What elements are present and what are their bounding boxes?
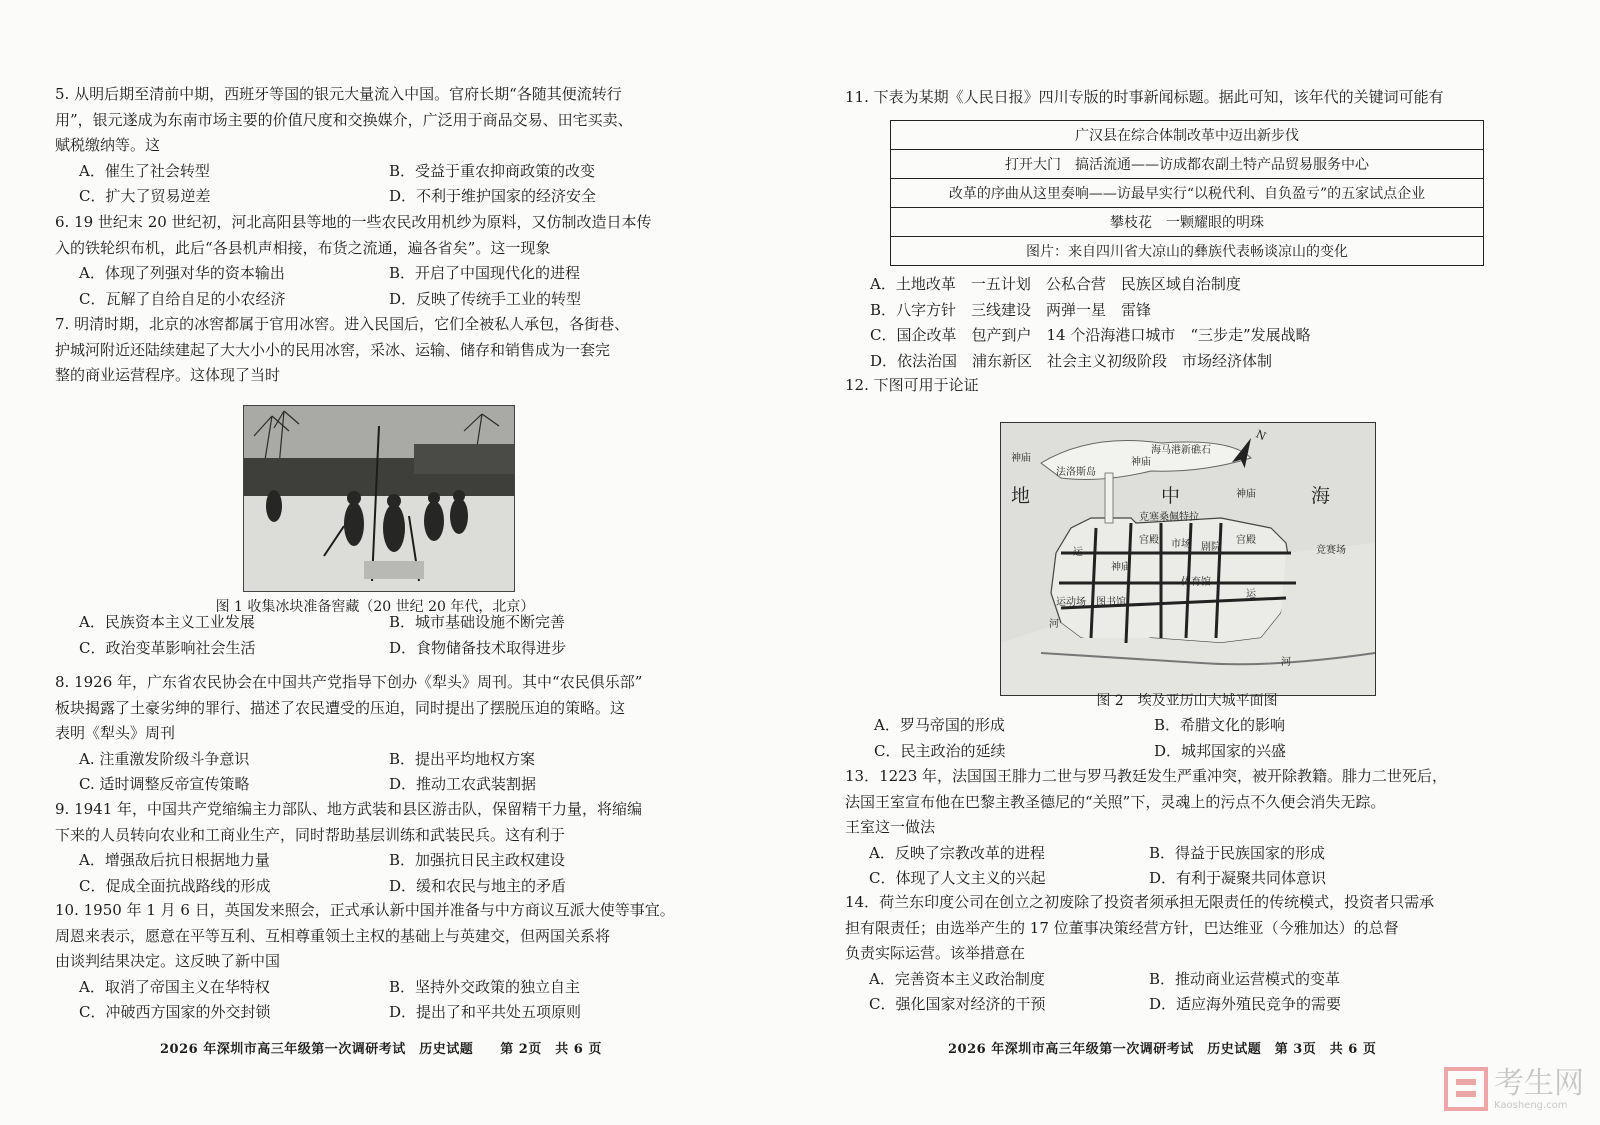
option-d[interactable]: D．不利于维护国家的经济安全 xyxy=(389,187,597,205)
question-10 xyxy=(55,898,695,1026)
palace-label: 宫殿 xyxy=(1139,535,1159,546)
site-watermark xyxy=(1444,1067,1584,1111)
question-11 xyxy=(845,85,1545,111)
option-b[interactable]: B．得益于民族国家的形成 xyxy=(1149,843,1326,862)
option-c[interactable]: C．促成全面抗战路线的形成 xyxy=(79,876,271,895)
option-a[interactable]: A．土地改革 一五计划 公私合营 民族区域自治制度 xyxy=(870,275,1241,293)
library-label: 图书馆 xyxy=(1096,597,1126,608)
question-11-options xyxy=(870,272,1530,374)
canal-label: 河 xyxy=(1049,619,1059,630)
options xyxy=(55,610,695,661)
question-12 xyxy=(845,373,1245,399)
option-c[interactable]: C．民主政治的延续 xyxy=(874,741,1006,760)
option-a[interactable]: A．体现了列强对华的资本输出 xyxy=(79,264,285,282)
option-b[interactable]: B．城市基础设施不断完善 xyxy=(389,613,566,631)
table-row: 打开大门 搞活流通——访成都农副土特产品贸易服务中心 xyxy=(891,150,1484,179)
canal-label: 运 xyxy=(1246,589,1256,600)
photo-scene xyxy=(244,406,514,591)
options xyxy=(55,261,695,312)
option-c[interactable]: C．国企改革 包产到户 14 个沿海港口城市 “三步走”发展战略 xyxy=(870,326,1311,344)
page-footer: 2026 年深圳市高三年级第一次调研考试 历史试题 第 2页 共 6 页 xyxy=(160,1042,602,1057)
palace-label: 宫殿 xyxy=(1236,535,1256,546)
option-b[interactable]: B．提出平均地权方案 xyxy=(389,749,536,768)
option-d[interactable]: D．适应海外殖民竞争的需要 xyxy=(1149,995,1342,1013)
hippodrome-label: 竞赛场 xyxy=(1316,545,1346,556)
options xyxy=(850,713,1550,764)
gym-label: 体育馆 xyxy=(1181,577,1211,588)
alexandria-map xyxy=(1000,422,1376,696)
question-stem: 6. 19 世纪末 20 世纪初，河北高阳县等地的一些农民改用机纱为原料，又仿制改造日本传 入的铁轮织布机，此后“各县机声相接，布货之流通，遍各省矣”。这一现象 xyxy=(55,213,652,257)
option-a[interactable]: A．增强敌后抗日根据地力量 xyxy=(79,851,270,869)
canal-label: 河 xyxy=(1281,657,1291,668)
options xyxy=(55,159,695,210)
map-labels xyxy=(1001,423,1375,695)
table-row: 广汉县在综合体制改革中迈出新步伐 xyxy=(891,121,1484,150)
option-b[interactable]: B．坚持外交政策的独立自主 xyxy=(389,977,581,996)
question-stem: 14．荷兰东印度公司在创立之初废除了投资者须承担无限责任的传统模式，投资者只需承 担有限责任；由选举产生的 17 位董事决策经营方针，巴达维亚（今雅加达）的总督 负责实际运营。该举措意在 xyxy=(845,893,1435,962)
sea-label: 中 xyxy=(1161,485,1181,507)
option-a[interactable]: A．民族资本主义工业发展 xyxy=(79,613,255,631)
theatre-label: 剧院 xyxy=(1201,542,1221,553)
question-14 xyxy=(845,890,1550,1018)
figure-1-caption: 图 1 收集冰块准备窖藏（20 世纪 20 年代，北京） xyxy=(215,599,535,615)
option-d[interactable]: D．推动工农武装割据 xyxy=(389,775,537,793)
option-a[interactable]: A．反映了宗教改革的进程 xyxy=(869,843,1045,862)
option-b[interactable]: B．开启了中国现代化的进程 xyxy=(389,264,581,282)
option-d[interactable]: D．依法治国 浦东新区 社会主义初级阶段 市场经济体制 xyxy=(870,351,1273,370)
sea-label: 地 xyxy=(1011,485,1031,507)
option-c[interactable]: C．体现了人文主义的兴起 xyxy=(869,869,1046,887)
temple-label: 神庙 xyxy=(1111,562,1131,573)
watermark-text: 考生网 Kaosheng.com xyxy=(1494,1065,1584,1111)
canal-label: 运 xyxy=(1073,547,1083,558)
question-stem: 10. 1950 年 1 月 6 日，英国发来照会，正式承认新中国并准备与中方商议互派大使等事宜。 周恩来表示，愿意在平等互利、互相尊重领土主权的基础上与英建交，但两国关系将 由谈判结果决定。这反映了新中国 xyxy=(55,901,675,970)
question-stem: 11. 下表为某期《人民日报》四川专版的时事新闻标题。据此可知，该年代的关键词可能有 xyxy=(845,88,1444,106)
option-d[interactable]: D．有利于凝聚共同体意识 xyxy=(1149,869,1327,887)
question-12-options xyxy=(850,713,1550,764)
temple-label: 神庙 xyxy=(1011,453,1031,464)
ice-harvest-photo xyxy=(243,405,515,592)
question-8 xyxy=(55,670,695,798)
option-a[interactable]: A．催生了社会转型 xyxy=(79,161,210,180)
temple-label: 神庙 xyxy=(1131,457,1151,468)
question-13 xyxy=(845,764,1550,892)
option-b[interactable]: B．推动商业运营模式的变革 xyxy=(1149,969,1341,988)
option-b[interactable]: B．受益于重农抑商政策的改变 xyxy=(389,161,596,180)
question-7 xyxy=(55,312,695,389)
option-c[interactable]: C．扩大了贸易逆差 xyxy=(79,187,211,205)
lighthouse-label: 海马港新礁石 xyxy=(1151,445,1211,456)
question-6 xyxy=(55,210,695,312)
options xyxy=(55,747,695,798)
option-c[interactable]: C．瓦解了自给自足的小农经济 xyxy=(79,289,286,308)
options xyxy=(845,841,1550,892)
table-row: 图片：来自四川省大凉山的彝族代表畅谈凉山的变化 xyxy=(891,237,1484,266)
question-9 xyxy=(55,797,695,899)
option-d[interactable]: D．缓和农民与地主的矛盾 xyxy=(389,876,567,895)
option-c[interactable]: C．冲破西方国家的外交封锁 xyxy=(79,1003,271,1021)
question-stem: 9. 1941 年，中国共产党缩编主力部队、地方武装和县区游击队，保留精干力量，将缩编 下来的人员转向农业和工商业生产，同时帮助基层训练和武装民兵。这有利于 xyxy=(55,800,643,844)
kaosheng-logo-icon xyxy=(1444,1067,1488,1111)
option-a[interactable]: A．取消了帝国主义在华特权 xyxy=(79,977,270,996)
exam-page-2 xyxy=(0,0,740,1125)
options xyxy=(55,975,695,1026)
island-label: 法洛斯岛 xyxy=(1056,467,1096,478)
option-d[interactable]: D．食物储备技术取得进步 xyxy=(389,638,567,657)
stadium-label: 运动场 xyxy=(1056,597,1086,608)
question-stem: 8. 1926 年，广东省农民协会在中国共产党指导下创办《犁头》周刊。其中“农民俱乐部” 板块揭露了土豪劣绅的罪行、描述了农民遭受的压迫，同时提出了摆脱压迫的策略。这 表明《犁头》周刊 xyxy=(55,673,643,742)
question-stem: 5. 从明后期至清前中期，西班牙等国的银元大量流入中国。官府长期“各随其便流转行 用”，银元遂成为东南市场主要的价值尺度和交换媒介，广泛用于商品交易、田宅买卖、 赋税缴纳等。这 xyxy=(55,85,633,154)
option-b[interactable]: B．加强抗日民主政权建设 xyxy=(389,851,566,869)
option-c[interactable]: C．政治变革影响社会生活 xyxy=(79,638,256,657)
option-d[interactable]: D．提出了和平共处五项原则 xyxy=(389,1003,582,1021)
table-row: 改革的序曲从这里奏响——访最早实行“以税代利、自负盈亏”的五家试点企业 xyxy=(891,179,1484,208)
temple-label: 神庙 xyxy=(1236,489,1256,500)
option-c[interactable]: C. 适时调整反帝宣传策略 xyxy=(79,775,250,793)
question-stem: 13．1223 年，法国国王腓力二世与罗马教廷发生严重冲突，被开除教籍。腓力二世死后， 法国王室宣布他在巴黎主教圣德尼的“关照”下，灵魂上的污点不久便会消失无踪。 王室这一做法 xyxy=(845,767,1448,836)
options xyxy=(55,848,695,899)
option-b[interactable]: B．八字方针 三线建设 两弹一星 雷锋 xyxy=(870,300,1152,319)
option-b[interactable]: B．希腊文化的影响 xyxy=(1154,716,1286,734)
svg-text:N: N xyxy=(1253,427,1268,444)
option-a[interactable]: A. 注重激发阶级斗争意识 xyxy=(79,749,250,768)
option-a[interactable]: A．罗马帝国的形成 xyxy=(874,716,1005,734)
page-footer: 2026 年深圳市高三年级第一次调研考试 历史试题 第 3页 共 6 页 xyxy=(948,1042,1377,1057)
question-7-options xyxy=(55,610,695,661)
jetty-label: 克塞桑佩特拉 xyxy=(1139,512,1199,523)
option-a[interactable]: A．完善资本主义政治制度 xyxy=(869,969,1045,988)
options xyxy=(845,967,1550,1018)
figure-2-caption: 图 2 埃及亚历山大城平面图 xyxy=(1096,693,1278,709)
option-d[interactable]: D．反映了传统手工业的转型 xyxy=(389,289,582,308)
option-d[interactable]: D．城邦国家的兴盛 xyxy=(1154,741,1287,760)
sea-label: 海 xyxy=(1311,485,1331,507)
news-headline-table xyxy=(890,120,1484,266)
option-c[interactable]: C．强化国家对经济的干预 xyxy=(869,995,1046,1013)
question-stem: 12. 下图可用于论证 xyxy=(845,376,979,394)
question-stem: 7. 明清时期，北京的冰窖都属于官用冰窖。进入民国后，它们全被私人承包，各街巷、 护城河附近还陆续建起了大大小小的民用冰窖，采冰、运输、储存和销售成为一套完 整的商业运营程序。这体现了当时 xyxy=(55,315,630,384)
question-5 xyxy=(55,82,695,210)
market-label: 市场 xyxy=(1171,539,1191,550)
table-row: 攀枝花 一颗耀眼的明珠 xyxy=(891,208,1484,237)
